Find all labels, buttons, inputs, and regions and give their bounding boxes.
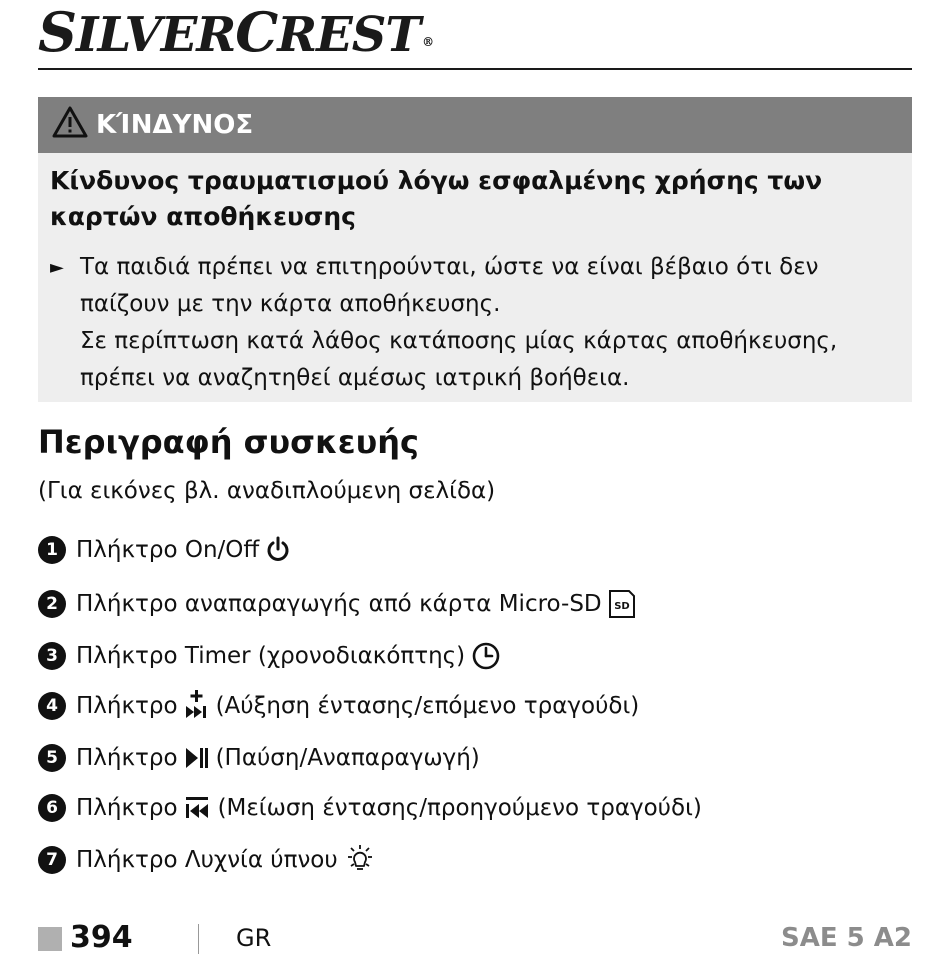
warning-line: Τα παιδιά πρέπει να επιτηρούνται, ώστε να είναι βέβαιο ότι δεν <box>80 254 819 280</box>
list-item <box>38 584 642 624</box>
item-number-badge: 1 <box>38 536 66 564</box>
header-divider <box>38 68 912 70</box>
item-number-badge: 5 <box>38 744 66 772</box>
item-label: Πλήκτρο Λυχνία ύπνου <box>76 847 338 873</box>
play-pause-icon <box>184 746 210 770</box>
warning-triangle-icon <box>52 106 96 145</box>
item-description: (Αύξηση έντασης/επόμενο τραγούδι) <box>215 693 640 719</box>
list-item <box>38 788 702 828</box>
list-item <box>38 738 480 778</box>
item-label: Πλήκτρο αναπαραγωγής από κάρτα Micro-SD <box>76 591 602 617</box>
list-item <box>38 636 507 676</box>
warning-box <box>38 97 912 402</box>
bullet-arrow-icon: ► <box>50 257 64 278</box>
warning-line: Σε περίπτωση κατά λάθος κατάποσης μίας κάρτας αποθήκευσης, <box>80 328 838 354</box>
item-label: Πλήκτρο Timer (χρονοδιακόπτης) <box>76 643 466 669</box>
item-number-badge: 2 <box>38 590 66 618</box>
warning-body <box>50 249 900 397</box>
night-light-icon <box>344 844 376 876</box>
warning-title: Κίνδυνος τραυματισμού λόγω εσφαλμένης χρήσης των καρτών αποθήκευσης <box>50 166 823 231</box>
list-item <box>38 840 382 880</box>
power-icon <box>265 536 291 564</box>
brand-logo: SILVERCREST ® <box>38 0 434 64</box>
item-label: Πλήκτρο <box>76 745 178 771</box>
list-item <box>38 686 639 726</box>
warning-line: παίζουν με την κάρτα αποθήκευσης. <box>80 291 501 317</box>
language-code: GR <box>236 924 272 952</box>
warning-header-label: ΚΊΝΔΥΝΟΣ <box>96 110 254 140</box>
item-label: Πλήκτρο <box>76 795 178 821</box>
clock-icon <box>471 641 501 671</box>
model-number: SAE 5 A2 <box>780 923 912 953</box>
svg-text:SD: SD <box>613 601 630 612</box>
footer-square-mark <box>38 927 62 951</box>
page-footer <box>38 918 912 958</box>
item-number-badge: 6 <box>38 794 66 822</box>
warning-header <box>38 97 912 153</box>
item-number-badge: 4 <box>38 692 66 720</box>
volume-down-previous-icon <box>184 795 212 821</box>
section-title: Περιγραφή συσκευής <box>38 423 419 461</box>
list-item <box>38 530 297 570</box>
section-subtitle: (Για εικόνες βλ. αναδιπλούμενη σελίδα) <box>38 478 496 504</box>
page-number: 394 <box>70 920 133 955</box>
warning-line: πρέπει να αναζητηθεί αμέσως ιατρική βοήθεια. <box>80 365 630 391</box>
item-number-badge: 3 <box>38 642 66 670</box>
item-label: Πλήκτρο On/Off <box>76 537 260 563</box>
item-label: Πλήκτρο <box>76 693 178 719</box>
item-description: (Μείωση έντασης/προηγούμενο τραγούδι) <box>217 795 702 821</box>
item-number-badge: 7 <box>38 846 66 874</box>
item-description: (Παύση/Αναπαραγωγή) <box>215 745 480 771</box>
volume-up-next-icon <box>184 690 210 722</box>
sd-card-icon <box>608 589 636 619</box>
